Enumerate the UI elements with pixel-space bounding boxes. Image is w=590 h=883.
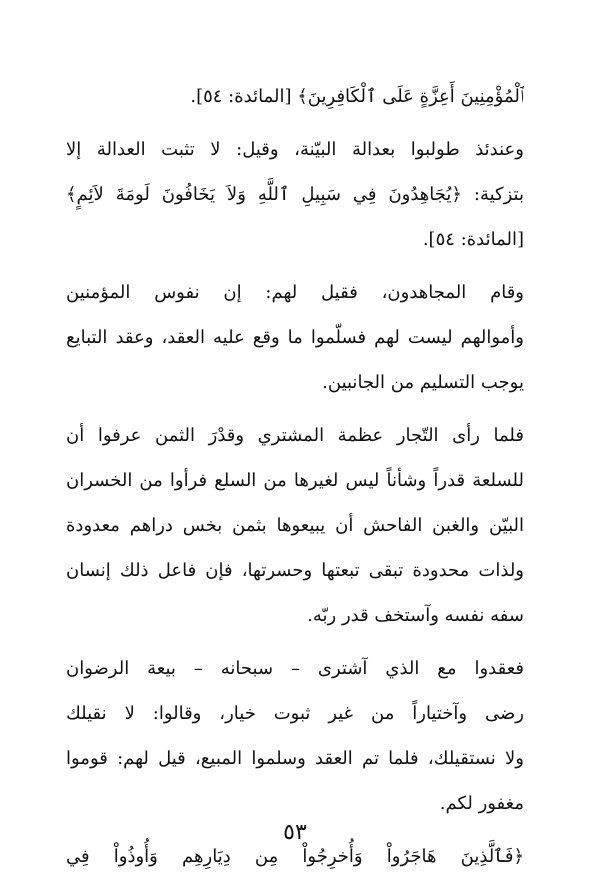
body-text bbox=[66, 74, 524, 879]
text-line: بتزكية: ﴿يُجَاهِدُونَ فِي سَبِيلِ ٱللَّهِ وَلاَ يَخَافُونَ لَومَةَ لاَئِمٍ﴾ bbox=[66, 184, 524, 205]
text-line: فلما رأى التّجار عظمة المشتري وقدْرَ الثمن عرفوا أن bbox=[66, 425, 524, 446]
text-line: ولذات محدودة تبقى تبعتها وحسرتها، فإن فاعل ذلك إنسان bbox=[66, 560, 524, 581]
text-line: وأموالهم ليست لهم فسلّموا ما وقع عليه العقد، وعقد التبايع bbox=[66, 327, 524, 348]
text-line: ولا نستقيلك، فلما تم العقد وسلموا المبيع، قيل لهم: قوموا bbox=[66, 748, 524, 769]
text-line: مغفور لكم. bbox=[439, 793, 524, 814]
text-line: يوجب التسليم من الجانبين. bbox=[322, 372, 524, 393]
text-line: ﴿فَٱلَّذِينَ هَاجَرُواْ وَأُخرِجُواْ مِن دِيَارِهِم وَأُوذُواْ فِي bbox=[66, 846, 524, 867]
text-line: للسلعة قدراً وشأناً ليس لغيرها من السلع فرأوا من الخسران bbox=[66, 470, 524, 491]
text-line: رضى وآختياراً من غير ثبوت خيار، وقالوا: لا نقيلك bbox=[66, 703, 524, 724]
page-number: ٥٣ bbox=[283, 820, 307, 845]
text-line: وعندئذ طولبوا بعدالة البيّنة، وقيل: لا تثبت العدالة إلا bbox=[66, 139, 524, 160]
paragraph bbox=[66, 270, 524, 405]
paragraph bbox=[66, 413, 524, 638]
text-line: سفه نفسه وآستخف قدر ربّه. bbox=[307, 605, 524, 626]
paragraph bbox=[66, 127, 524, 262]
text-line: ﭐلْمُؤْمِنِينَ أَعِزَّةٍ عَلَى ٱلْكَافِرِينَ﴾ [المائدة: ٥٤]. bbox=[190, 86, 524, 107]
text-line: وقام المجاهدون، فقيل لهم: إن نفوس المؤمنين bbox=[66, 282, 524, 303]
paragraph bbox=[66, 74, 524, 119]
text-line: البيّن والغبن الفاحش أن يبيعوها بثمن بخس دراهم معدودة bbox=[66, 515, 524, 536]
text-line: فعقدوا مع الذي آشترى – سبحانه – بيعة الرضوان bbox=[66, 658, 524, 679]
paragraph bbox=[66, 646, 524, 826]
text-line: [المائدة: ٥٤]. bbox=[422, 229, 524, 250]
